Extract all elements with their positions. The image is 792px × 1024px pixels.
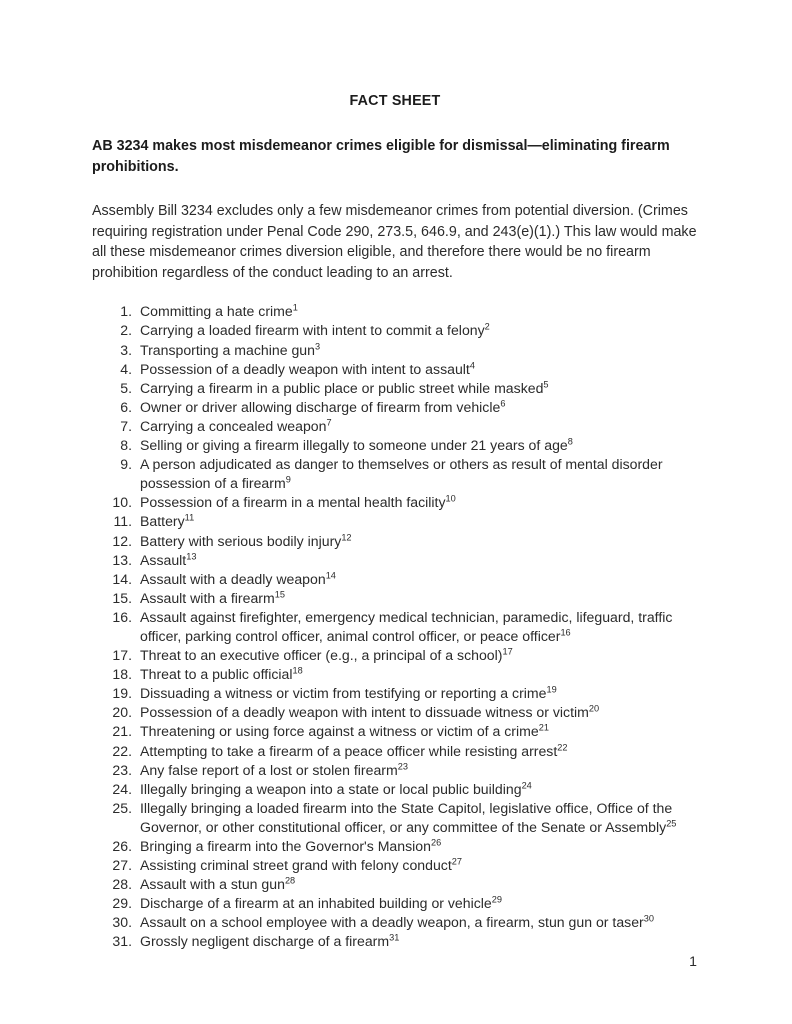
list-item [92,341,698,360]
list-item [92,684,698,703]
footnote-marker: 10 [445,493,456,504]
list-item [92,360,698,379]
list-item-number: 11. [113,513,132,530]
list-item-number: 12. [112,532,132,549]
crime-list [92,283,698,951]
footnote-marker: 31 [389,932,400,943]
list-item [92,589,698,608]
list-item [92,665,698,684]
list-item-number: 25. [112,799,132,816]
footnote-marker: 18 [292,665,303,676]
list-item-text: Owner or driver allowing discharge of firearm from vehicle$^6$ [140,398,506,415]
footnote-marker: 29 [491,894,502,905]
list-item-text: Assault$^{13}$ [140,550,197,568]
footnote-marker: 22 [557,741,568,752]
footnote-marker: 7 [326,417,332,428]
footnote-marker: 6 [500,398,506,409]
list-item-number: 10. [112,494,132,511]
footnote-marker: 1 [292,302,298,313]
list-item-number: 6. [120,398,132,415]
footnote-marker: 21 [538,722,549,733]
list-item-text: Possession of a firearm in a mental health facility$^{10}$ [140,493,456,511]
list-item-number: 13. [112,551,132,568]
list-item-text: Assault with a deadly weapon$^{14}$ [140,570,336,587]
footnote-marker: 28 [284,875,296,886]
list-item-number: 23. [112,761,132,778]
footnote-marker: 26 [430,837,442,848]
document-subtitle: AB 3234 makes most misdemeanor crimes eligible for dismissal—eliminating firearm prohibitions. [92,138,670,175]
list-item-text: Assault with a firearm$^{15}$ [140,589,285,606]
list-item-number: 21. [112,723,132,740]
list-item-number: 5. [120,379,132,396]
document-content [92,0,698,952]
list-item-number: 29. [112,895,132,912]
list-item [92,722,698,741]
intro-paragraph: Assembly Bill 3234 excludes only a few misdemeanor crimes from potential diversion. (Crimes requiring registration under Penal Code 290, 273.5, 646.9, and 243(e)(1).) This law would make all these misdemeanor crimes diversion eligible, and therefore there would be no firearm prohibition regardless of the conduct leading to an arrest. [92,203,697,281]
list-item-number: 14. [112,570,132,587]
list-item [92,837,698,856]
list-item-text: Assault on a school employee with a deadly weapon, a firearm, stun gun or taser$^{30}$ [140,913,654,931]
list-item-text: Attempting to take a firearm of a peace officer while resisting arrest$^{22}$ [140,741,568,759]
footnote-marker: 30 [643,913,654,924]
list-item [92,493,698,512]
list-item-number: 3. [120,341,132,358]
footnote-marker: 16 [560,627,571,638]
list-item-text: Threat to a public official$^{18}$ [140,665,303,683]
list-item-number: 30. [112,914,132,931]
list-item [92,875,698,894]
footnote-marker: 17 [502,646,513,657]
list-item-text: Possession of a deadly weapon with intent to dissuade witness or victim$^{20}$ [140,703,600,721]
list-item [92,780,698,799]
list-item-text: Carrying a firearm in a public place or public street while masked$^5$ [140,379,549,396]
list-item [92,455,698,493]
list-item-text: Illegally bringing a weapon into a state or local public building$^{24}$ [140,780,532,797]
list-item-number: 28. [112,876,132,893]
list-item [92,894,698,913]
list-item-text: Carrying a loaded firearm with intent to commit a felony$^2$ [140,321,490,339]
list-item-number: 4. [120,360,132,377]
page-title: FACT SHEET [349,93,441,109]
list-item-number: 2. [120,322,132,339]
list-item-text: Discharge of a firearm at an inhabited building or vehicle$^{29}$ [140,894,502,912]
footnote-marker: 3 [314,340,321,351]
list-item-number: 18. [112,666,132,683]
footnote-marker: 27 [451,856,463,867]
list-item-number: 20. [112,704,132,721]
footnote-marker: 20 [588,703,600,714]
footnote-marker: 5 [543,379,549,390]
footnote-marker: 4 [469,359,475,370]
list-item [92,512,698,531]
footnote-marker: 24 [521,780,532,791]
list-item [92,379,698,398]
list-item-number: 17. [112,647,132,664]
list-item-number: 7. [120,417,132,434]
list-item-number: 19. [112,685,132,702]
list-item-text: A person adjudicated as danger to themselves or others as result of mental disorder possession of a firearm$^9$ [140,456,663,492]
list-item-number: 26. [112,838,132,854]
list-item [92,932,698,951]
footnote-marker: 11 [184,512,195,523]
list-item-number: 1. [120,303,132,320]
list-item-text: Possession of a deadly weapon with intent to assault$^4$ [140,359,475,377]
list-item-text: Assault with a stun gun$^{28}$ [140,875,296,893]
footnote-marker: 15 [274,589,285,600]
footnote-marker: 12 [341,531,352,542]
list-item-number: 24. [112,780,132,797]
list-item-text: Bringing a firearm into the Governor's Mansion$^{26}$ [140,837,442,854]
list-item [92,646,698,665]
list-item-text: Transporting a machine gun$^3$ [140,340,321,358]
list-item [92,799,698,837]
footnote-marker: 13 [186,550,197,561]
list-item-text: Assisting criminal street grand with felony conduct$^{27}$ [140,856,463,874]
list-item [92,742,698,761]
list-item-text: Any false report of a lost or stolen firearm$^{23}$ [140,760,408,778]
list-item-text: Illegally bringing a loaded firearm into the State Capitol, legislative office, Office of the Governor, or other constitutional officer, or any committee of the Senate or Assembly$^{25}$ [140,799,677,835]
list-item-text: Selling or giving a firearm illegally to someone under 21 years of age$^8$ [140,436,573,454]
list-item-number: 27. [112,857,132,874]
list-item [92,703,698,722]
page-number: 1 [689,953,697,969]
list-item-number: 9. [120,456,132,473]
list-item-text: Battery$^{11}$ [140,512,195,530]
list-item-text: Assault against firefighter, emergency medical technician, paramedic, lifeguard, traffic officer, parking control officer, animal control officer, or peace officer$^{16}$ [140,608,673,644]
list-item-text: Dissuading a witness or victim from testifying or reporting a crime$^{19}$ [140,684,557,702]
footnote-marker: 8 [567,436,573,447]
list-item-text: Grossly negligent discharge of a firearm$^{31}$ [140,932,400,950]
list-item-text: Committing a hate crime$^1$ [140,302,298,320]
list-item-number: 8. [120,437,132,454]
list-item [92,398,698,417]
list-item-number: 15. [112,589,132,606]
list-item [92,321,698,340]
list-item [92,302,698,321]
list-item-text: Battery with serious bodily injury$^{12}$ [140,531,352,549]
list-item-number: 22. [112,742,132,759]
list-item [92,417,698,436]
list-item [92,436,698,455]
list-item-text: Threatening or using force against a witness or victim of a crime$^{21}$ [140,722,549,740]
list-item [92,913,698,932]
footnote-marker: 25 [666,818,677,829]
footnote-marker: 14 [325,570,336,580]
list-item [92,856,698,875]
list-item-number: 16. [112,608,132,625]
list-item [92,570,698,589]
footnote-marker: 19 [546,684,557,695]
list-item [92,761,698,780]
list-item [92,532,698,551]
list-item [92,551,698,570]
footnote-marker: 23 [397,760,408,771]
list-item-text: Threat to an executive officer (e.g., a principal of a school)$^{17}$ [140,646,513,664]
list-item-text: Carrying a concealed weapon$^7$ [140,417,332,434]
footnote-marker: 9 [285,474,291,485]
list-item-number: 31. [112,933,132,950]
footnote-marker: 2 [484,321,490,332]
list-item [92,608,698,646]
